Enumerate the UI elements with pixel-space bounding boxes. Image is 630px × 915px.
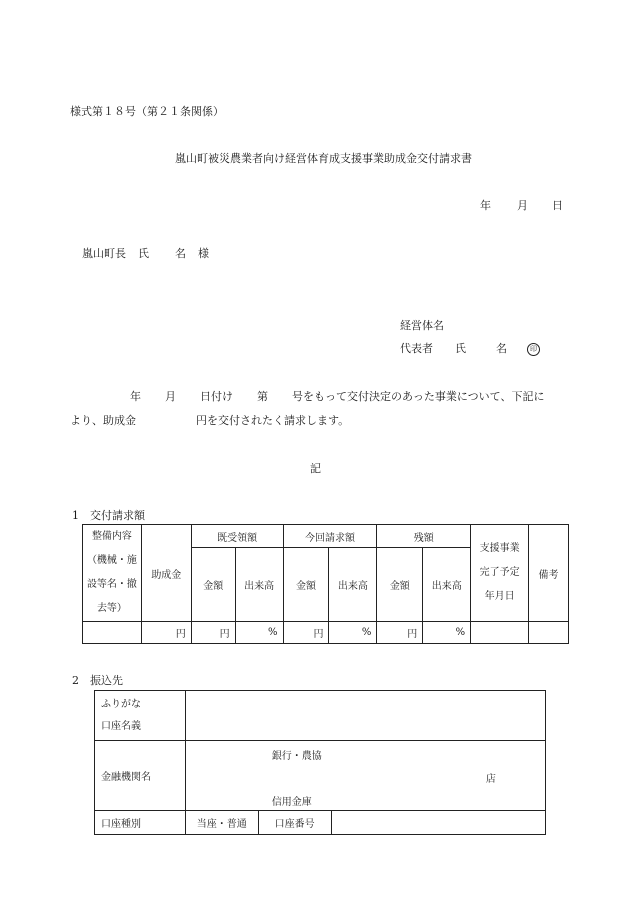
rep-mei: 名 [496, 342, 507, 355]
header-remaining-progress: 出来高 [423, 548, 471, 622]
rep-label: 代表者 [400, 342, 433, 355]
ki-label: 記 [310, 462, 321, 475]
addressee [82, 245, 209, 261]
section2-heading: 2 振込先 [72, 674, 123, 687]
date-day: 日 [552, 199, 563, 212]
date-line [480, 197, 563, 213]
date-month: 月 [517, 199, 528, 212]
furigana-label: ふりがな [101, 698, 141, 710]
representative-line [400, 340, 540, 356]
mayor-title: 嵐山町長 [82, 247, 126, 260]
cell-remaining-yen[interactable]: 円 [377, 622, 423, 644]
account-type-value[interactable]: 当座・普通 [185, 811, 258, 835]
bank-name-field[interactable] [185, 741, 545, 811]
body-line-2 [70, 412, 349, 428]
body-line-1 [130, 388, 544, 404]
cell-item[interactable] [83, 622, 142, 644]
header-remarks: 備考 [529, 525, 569, 622]
header-remaining: 残額 [377, 525, 471, 548]
header-item: 整備内容 （機械・施 設等名・撤 去等） [83, 525, 142, 622]
body-dated: 日付け [200, 390, 233, 403]
form-number: 様式第１８号（第２１条関係） [70, 105, 224, 118]
cell-current-yen[interactable]: 円 [283, 622, 329, 644]
addressee-honorific: 様 [198, 247, 209, 260]
request-amount-table [82, 524, 569, 644]
account-number-label: 口座番号 [258, 811, 331, 835]
header-current-progress: 出来高 [329, 548, 377, 622]
bank-type-1: 銀行・農協 [271, 751, 322, 762]
header-received-progress: 出来高 [235, 548, 283, 622]
date-year: 年 [480, 199, 491, 212]
addressee-mei: 名 [175, 247, 186, 260]
cell-received-yen[interactable]: 円 [191, 622, 235, 644]
document-title: 嵐山町被災農業者向け経営体育成支援事業助成金交付請求書 [175, 152, 472, 165]
header-current-amount: 金額 [283, 548, 329, 622]
body-month: 月 [165, 390, 176, 403]
cell-remaining-percent[interactable]: % [423, 622, 471, 644]
cell-completion-date[interactable] [471, 622, 529, 644]
branch-label: 店 [485, 774, 496, 785]
body-year: 年 [130, 390, 141, 403]
account-name-field[interactable] [185, 691, 545, 741]
header-subsidy: 助成金 [141, 525, 191, 622]
body-line2-end: 円を交付されたく請求します。 [196, 414, 350, 427]
cell-received-percent[interactable]: % [235, 622, 283, 644]
seal-icon: 印 [527, 343, 540, 356]
header-current: 今回請求額 [283, 525, 377, 548]
section1-heading: 1 交付請求額 [72, 509, 145, 522]
header-completion: 支援事業 完了予定 年月日 [471, 525, 529, 622]
header-received-amount: 金額 [191, 548, 235, 622]
cell-subsidy-yen[interactable]: 円 [141, 622, 191, 644]
account-number-field[interactable] [331, 811, 545, 835]
header-received: 既受領額 [191, 525, 283, 548]
account-name-label-cell [95, 691, 186, 741]
body-line2-start: より、助成金 [70, 414, 136, 427]
bank-transfer-table [94, 690, 546, 835]
account-type-label: 口座種別 [95, 811, 186, 835]
entity-label: 経営体名 [400, 319, 444, 332]
account-name-label: 口座名義 [101, 720, 141, 732]
rep-shi: 氏 [455, 342, 466, 355]
cell-remarks[interactable] [529, 622, 569, 644]
body-line1-rest: 号をもって交付決定のあった事業について、下記に [292, 390, 545, 403]
addressee-shi: 氏 [138, 247, 149, 260]
header-remaining-amount: 金額 [377, 548, 423, 622]
bank-label: 金融機関名 [95, 741, 186, 811]
body-dai: 第 [257, 390, 268, 403]
cell-current-percent[interactable]: % [329, 622, 377, 644]
bank-type-2: 信用金庫 [271, 797, 312, 808]
